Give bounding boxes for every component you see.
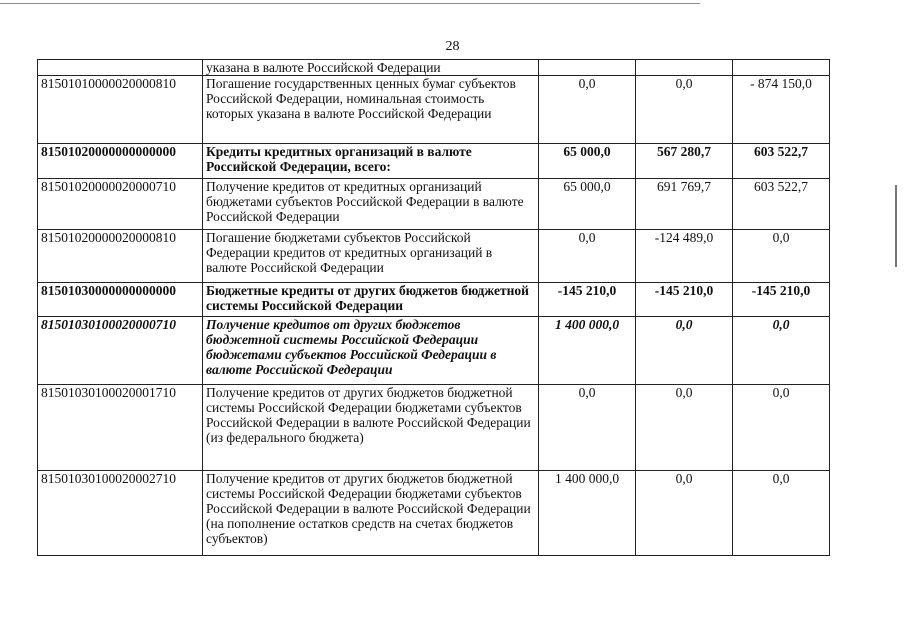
row-code: 81501030100020000710 xyxy=(38,317,203,385)
row-value-3: - 874 150,0 xyxy=(733,76,830,144)
row-value-3: 0,0 xyxy=(733,317,830,385)
row-value-2: 0,0 xyxy=(636,385,733,471)
scan-top-rule xyxy=(0,3,700,4)
row-value-3: 0,0 xyxy=(733,385,830,471)
row-value-2: -145 210,0 xyxy=(636,283,733,317)
table-row xyxy=(38,76,830,144)
row-value-3 xyxy=(733,60,830,76)
row-code: 81501010000020000810 xyxy=(38,76,203,144)
row-code: 81501030000000000000 xyxy=(38,283,203,317)
row-value-3: 0,0 xyxy=(733,471,830,556)
row-description: Погашение бюджетами субъектов Российской Федерации кредитов от кредитных организаций в валюте Российской Федерации xyxy=(203,230,539,283)
table-row xyxy=(38,179,830,230)
row-value-1: 0,0 xyxy=(539,76,636,144)
row-description: Получение кредитов от других бюджетов бюджетной системы Российской Федерации бюджетами субъектов Российской Федерации в валюте Российской Федерации xyxy=(203,317,539,385)
row-value-3: 603 522,7 xyxy=(733,179,830,230)
row-code: 81501020000000000000 xyxy=(38,144,203,179)
row-description: Бюджетные кредиты от других бюджетов бюджетной системы Российской Федерации xyxy=(203,283,539,317)
row-value-2: 0,0 xyxy=(636,471,733,556)
row-code: 81501020000020000710 xyxy=(38,179,203,230)
row-code: 81501030100020001710 xyxy=(38,385,203,471)
budget-sources-table xyxy=(37,59,830,556)
table-row xyxy=(38,230,830,283)
row-value-3: -145 210,0 xyxy=(733,283,830,317)
row-code xyxy=(38,60,203,76)
row-value-1: 1 400 000,0 xyxy=(539,317,636,385)
table-row xyxy=(38,317,830,385)
row-description: Кредиты кредитных организаций в валюте Российской Федерации, всего: xyxy=(203,144,539,179)
row-code: 81501030100020002710 xyxy=(38,471,203,556)
table-row xyxy=(38,144,830,179)
table-row xyxy=(38,60,830,76)
row-value-2 xyxy=(636,60,733,76)
row-value-1 xyxy=(539,60,636,76)
row-value-2: 0,0 xyxy=(636,317,733,385)
row-value-1: 65 000,0 xyxy=(539,144,636,179)
table-row xyxy=(38,471,830,556)
row-value-2: 691 769,7 xyxy=(636,179,733,230)
row-description: Получение кредитов от других бюджетов бюджетной системы Российской Федерации бюджетами субъектов Российской Федерации в валюте Российской Федерации (на пополнение остатков средств на счетах бюджетов субъектов) xyxy=(203,471,539,556)
row-description: Погашение государственных ценных бумаг субъектов Российской Федерации, номинальная стоимость которых указана в валюте Российской Федерации xyxy=(203,76,539,144)
row-description: указана в валюте Российской Федерации xyxy=(203,60,539,76)
row-value-1: 0,0 xyxy=(539,385,636,471)
row-description: Получение кредитов от других бюджетов бюджетной системы Российской Федерации бюджетами субъектов Российской Федерации в валюте Российской Федерации (из федерального бюджета) xyxy=(203,385,539,471)
row-value-3: 0,0 xyxy=(733,230,830,283)
row-value-1: -145 210,0 xyxy=(539,283,636,317)
row-value-2: 567 280,7 xyxy=(636,144,733,179)
row-value-1: 0,0 xyxy=(539,230,636,283)
scan-margin-mark xyxy=(895,185,897,267)
row-value-2: -124 489,0 xyxy=(636,230,733,283)
row-value-1: 1 400 000,0 xyxy=(539,471,636,556)
row-value-2: 0,0 xyxy=(636,76,733,144)
row-code: 81501020000020000810 xyxy=(38,230,203,283)
row-description: Получение кредитов от кредитных организаций бюджетами субъектов Российской Федерации в валюте Российской Федерации xyxy=(203,179,539,230)
table-row xyxy=(38,283,830,317)
page-number: 28 xyxy=(445,39,460,54)
row-value-1: 65 000,0 xyxy=(539,179,636,230)
row-value-3: 603 522,7 xyxy=(733,144,830,179)
table-row xyxy=(38,385,830,471)
